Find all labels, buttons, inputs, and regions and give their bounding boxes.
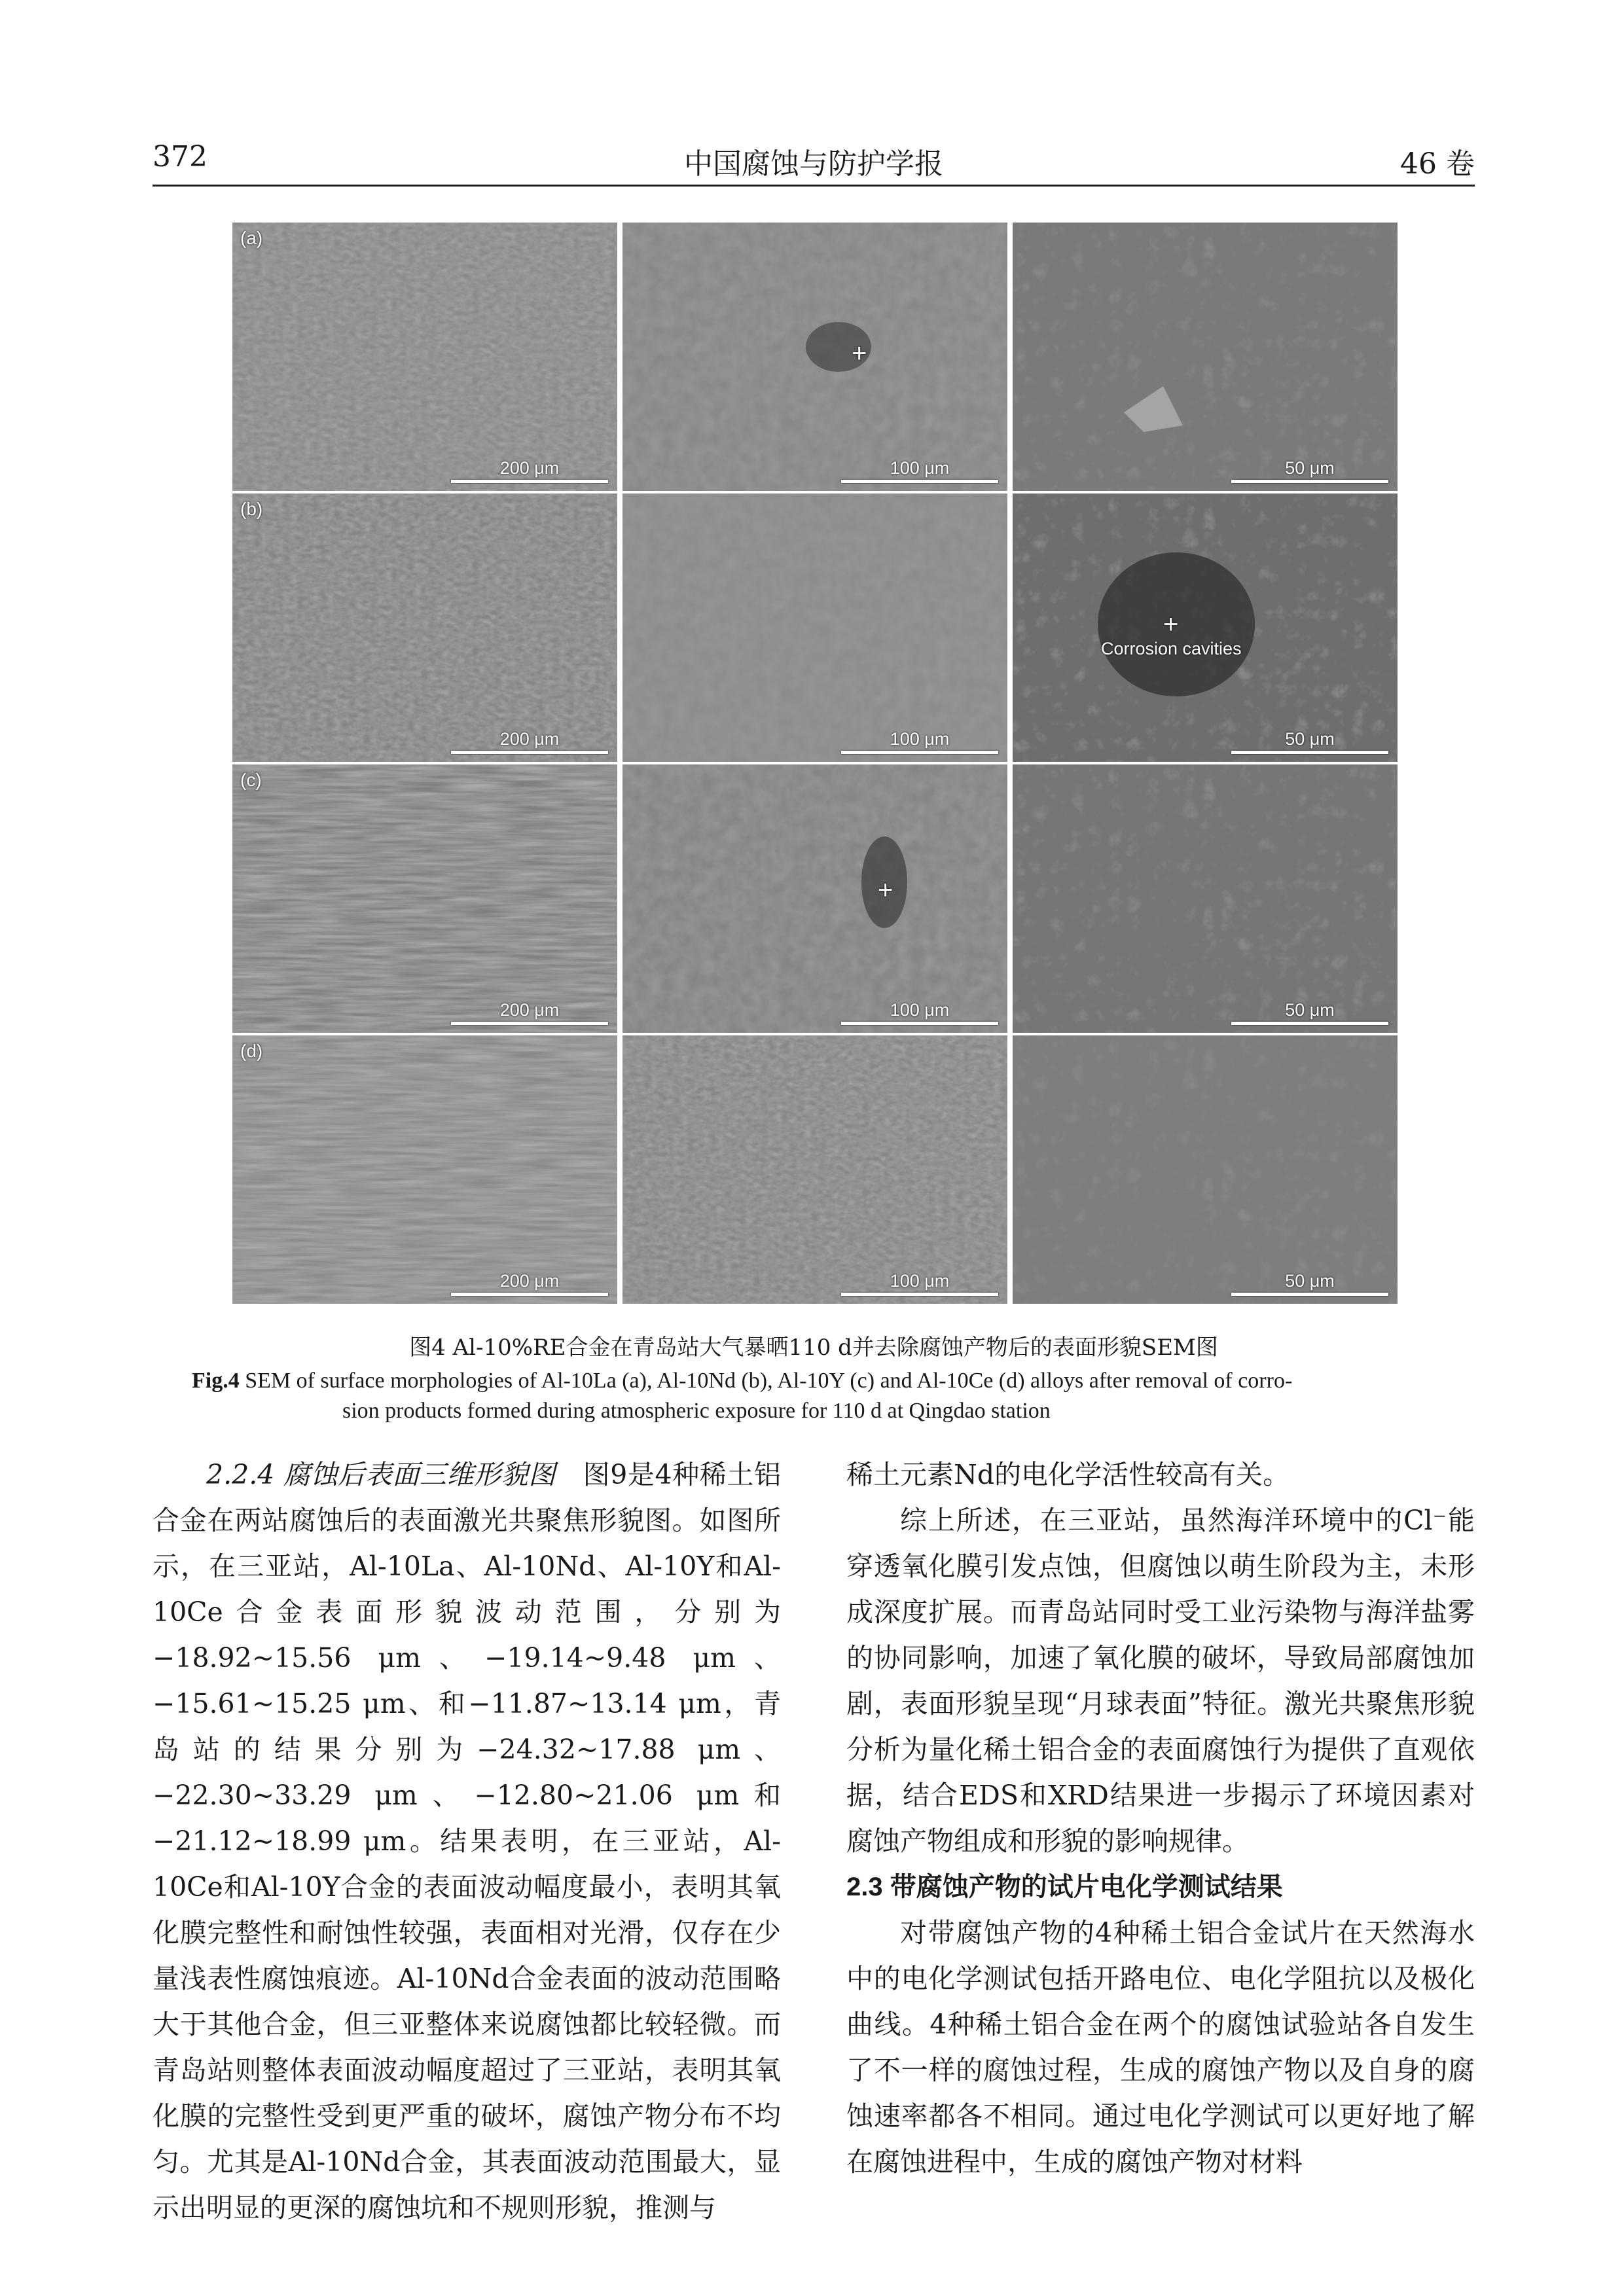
- caption-en-label: Fig.4: [192, 1369, 240, 1393]
- scale-bar: 50 μm: [1231, 1271, 1388, 1297]
- body-paragraph: 图9是4种稀土铝合金在两站腐蚀后的表面激光共聚焦形貌图。如图所示，在三亚站，Al-10La、Al-10Nd、Al-10Y和Al-10Ce合金表面形貌波动范围，分别为−18.92~15.56 μm、−19.14~9.48 μm、−15.61~15.25 μm、和−11.87~13.14 μm，青岛站的结果分别为−24.32~17.88 μm、−22.30~33.29 μm、−12.80~21.06 μm和−21.12~18.99 μm。结果表明，在三亚站，Al-10Ce和Al-10Y合金的表面波动幅度最小，表明其氧化膜完整性和耐蚀性较强，表面相对光滑，仅存在少量浅表性腐蚀痕迹。Al-10Nd合金表面的波动范围略大于其他合金，但三亚整体来说腐蚀都比较轻微。而青岛站则整体表面波动幅度超过了三亚站，表明其氧化膜的完整性受到更严重的破坏，腐蚀产物分布不均匀。尤其是Al-10Nd合金，其表面波动范围最大，显示出明显的更深的腐蚀坑和不规则形貌，推测与: [153, 1459, 782, 2223]
- scale-bar: 100 μm: [841, 1271, 998, 1297]
- page-number: 372: [153, 140, 208, 173]
- page-header: [153, 140, 1475, 186]
- sem-panel-d-1: [232, 1035, 617, 1304]
- row-label-d: (d): [240, 1041, 263, 1061]
- caption-cn: 图4 Al-10%RE合金在青岛站大气暴晒110 d并去除腐蚀产物后的表面形貌SEM图: [409, 1335, 1218, 1361]
- section-heading-2-3: 2.3 带腐蚀产物的试片电化学测试结果: [846, 1873, 1283, 1901]
- header-rule: [153, 185, 1475, 187]
- scale-bar: 200 μm: [451, 729, 608, 755]
- body-paragraph: 综上所述，在三亚站，虽然海洋环境中的Cl⁻能穿透氧化膜引发点蚀，但腐蚀以萌生阶段为主，未形成深度扩展。而青岛站同时受工业污染物与海洋盐雾的协同影响，加速了氧化膜的破坏，导致局部腐蚀加剧，表面形貌呈现“月球表面”特征。激光共聚焦形貌分析为量化稀土铝合金的表面腐蚀行为提供了直观依据，结合EDS和XRD结果进一步揭示了环境因素对腐蚀产物组成和形貌的影响规律。: [846, 1505, 1475, 1857]
- body-paragraph: 稀土元素Nd的电化学活性较高有关。: [846, 1459, 1290, 1490]
- sem-panel-b-3: [1013, 493, 1398, 762]
- marker-cross: +: [878, 876, 893, 905]
- scale-bar: 200 μm: [451, 1000, 608, 1026]
- row-label-a: (a): [240, 228, 263, 248]
- scale-bar: 50 μm: [1231, 458, 1388, 484]
- volume-label: 46 卷: [1400, 147, 1475, 181]
- row-label-b: (b): [240, 499, 263, 519]
- body-paragraph: 对带腐蚀产物的4种稀土铝合金试片在天然海水中的电化学测试包括开路电位、电化学阻抗以及极化曲线。4种稀土铝合金在两个的腐蚀试验站各自发生了不一样的腐蚀过程，生成的腐蚀产物以及自身的腐蚀速率都各不相同。通过电化学测试可以更好地了解在腐蚀进程中，生成的腐蚀产物对材料: [846, 1917, 1475, 2178]
- sem-panel-b-2: [623, 493, 1007, 762]
- corrosion-cavities-label: Corrosion cavities: [1101, 639, 1242, 658]
- right-column: [846, 1452, 1475, 2185]
- scale-bar: 50 μm: [1231, 1000, 1388, 1026]
- figure-caption: [153, 1332, 1475, 1426]
- sem-panel-c-1: [232, 764, 617, 1033]
- marker-cross: +: [1163, 610, 1179, 639]
- sem-panel-b-1: [232, 493, 617, 762]
- left-column: [153, 1452, 781, 2231]
- journal-title: 中国腐蚀与防护学报: [684, 147, 943, 181]
- scale-bar: 50 μm: [1231, 729, 1388, 755]
- sem-panel-c-2: [623, 764, 1007, 1033]
- sem-panel-a-2: [623, 223, 1007, 491]
- caption-en-line2: sion products formed during atmospheric exposure for 110 d at Qingdao station: [342, 1399, 1051, 1423]
- marker-cross: +: [852, 339, 867, 368]
- scale-bar: 100 μm: [841, 729, 998, 755]
- scale-bar: 100 μm: [841, 458, 998, 484]
- sem-panel-d-2: [623, 1035, 1007, 1304]
- section-heading-2-2-4: 2.2.4 腐蚀后表面三维形貌图: [206, 1459, 556, 1490]
- row-label-c: (c): [240, 770, 262, 790]
- caption-en: [192, 1366, 1475, 1396]
- sem-panel-a-1: [232, 223, 617, 491]
- scale-bar: 200 μm: [451, 1271, 608, 1297]
- scale-bar: 200 μm: [451, 458, 608, 484]
- sem-panel-d-3: [1013, 1035, 1398, 1304]
- caption-en-line1: SEM of surface morphologies of Al-10La (a), Al-10Nd (b), Al-10Y (c) and Al-10Ce (d) alloys after removal of corro-: [245, 1369, 1293, 1393]
- sem-figure: [232, 223, 1398, 1305]
- sem-panel-c-3: [1013, 764, 1398, 1033]
- sem-panel-a-3: [1013, 223, 1398, 491]
- scale-bar: 100 μm: [841, 1000, 998, 1026]
